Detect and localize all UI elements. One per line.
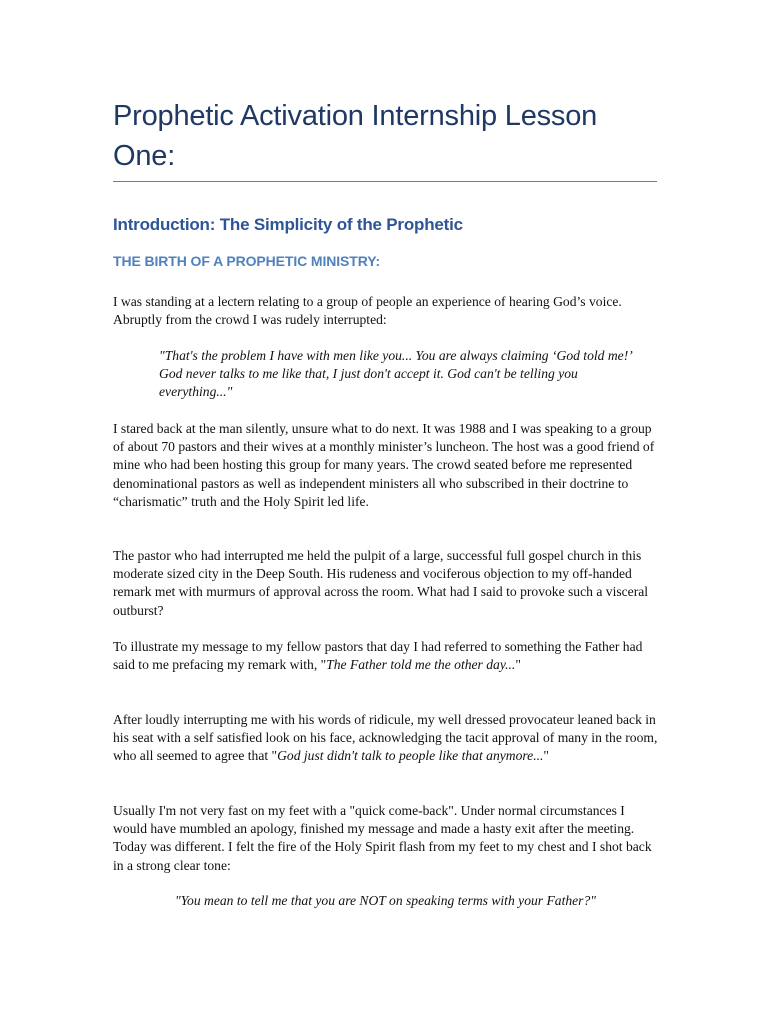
paragraph-2: I stared back at the man silently, unsure what to do next. It was 1988 and I was speaking to a group of about 70 pastors and their wives at a monthly minister’s luncheon. The host was a good friend of mine who had been hosting this group for many years. The crowd seated before me represented denominational pastors as well as independent ministers all who subscribed in their doctrine to “charismatic” truth and the Holy Spirit led life. xyxy=(113,421,655,509)
section-heading: Introduction: The Simplicity of the Prophetic xyxy=(113,215,463,234)
section-subheading: THE BIRTH OF A PROPHETIC MINISTRY: xyxy=(113,253,381,269)
block-quote-1: "That's the problem I have with men like you... You are always claiming ‘God told me!’ God never talks to me like that, I just don't accept it. God can't be telling you everything..." xyxy=(159,348,632,400)
paragraph-4 xyxy=(113,638,658,674)
title-divider xyxy=(113,181,657,182)
paragraph-3: The pastor who had interrupted me held the pulpit of a large, successful full gospel church in this moderate sized city in the Deep South. His rudeness and vociferous objection to my off-handed remark met with murmurs of approval across the room. What had I said to provoke such a visceral outburst? xyxy=(113,548,649,618)
document-title: Prophetic Activation Internship Lesson One: xyxy=(113,100,598,172)
paragraph-5 xyxy=(113,711,658,766)
paragraph-4-text: To illustrate my message to my fellow pastors that day I had referred to something the Father had said to me prefacing my remark with, " xyxy=(113,639,643,673)
paragraph-1: I was standing at a lectern relating to a group of people an experience of hearing God’s voice. Abruptly from the crowd I was rudely interrupted: xyxy=(113,294,622,328)
paragraph-5-italic-quote: God just didn't talk to people like that anymore... xyxy=(277,748,544,764)
paragraph-4-closing-quote: " xyxy=(515,657,521,673)
block-quote-2: "You mean to tell me that you are NOT on speaking terms with your Father?" xyxy=(175,893,596,908)
paragraph-4-italic-quote: The Father told me the other day... xyxy=(326,657,516,673)
paragraph-5-text: After loudly interrupting me with his words of ridicule, my well dressed provocateur leaned back in his seat with a self satisfied look on his face, acknowledging the tacit approval of many in the room, who all seemed to agree that " xyxy=(113,712,658,764)
paragraph-5-closing-quote: " xyxy=(543,748,549,764)
paragraph-6: Usually I'm not very fast on my feet with a "quick come-back". Under normal circumstances I would have mumbled an apology, finished my message and made a hasty exit after the meeting. Today was different. I felt the fire of the Holy Spirit flash from my feet to my chest and I shot back in a strong clear tone: xyxy=(113,803,652,873)
